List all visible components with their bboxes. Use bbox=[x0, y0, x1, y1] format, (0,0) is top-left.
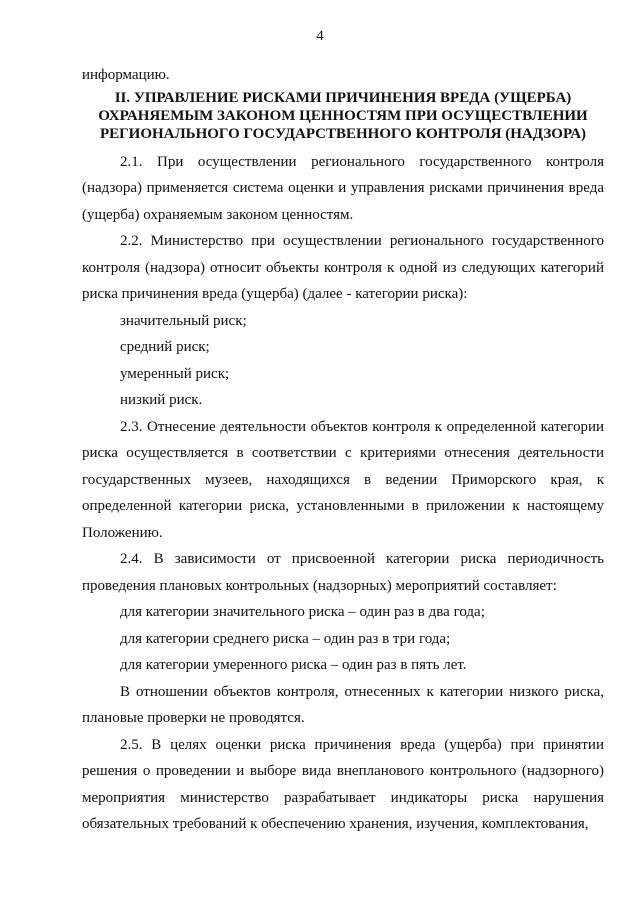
paragraph-2-1: 2.1. При осуществлении регионального государственного контроля (надзора) применяется система оценки и управления рисками причинения вреда (ущерба) охраняемым законом ценностям. bbox=[82, 153, 604, 223]
periodicity-item: для категории умеренного риска – один раз в пять лет. bbox=[120, 657, 467, 673]
risk-category-item: умеренный риск; bbox=[120, 365, 230, 382]
section-heading: II. УПРАВЛЕНИЕ РИСКАМИ ПРИЧИНЕНИЯ ВРЕДА (УЩЕРБА) ОХРАНЯЕМЫМ ЗАКОНОМ ЦЕННОСТЯМ ПРИ ОСУЩЕСТВЛЕНИИ РЕГИОНАЛЬНОГО ГОСУДАРСТВЕННОГО КОНТРОЛЯ (НАДЗОРА) bbox=[98, 89, 588, 142]
paragraph-2-5: 2.5. В целях оценки риска причинения вреда (ущерба) при принятии решения о проведении и выборе вида внепланового контрольного (надзорного) мероприятия министерство разрабатывает индикаторы риска нарушения обязательных требований к обеспечению хранения, изучения, комплектования, bbox=[82, 736, 604, 832]
document-body bbox=[82, 62, 604, 838]
periodicity-item: для категории значительного риска – один раз в два года; bbox=[120, 604, 485, 620]
paragraph-low-risk: В отношении объектов контроля, отнесенных к категории низкого риска, плановые проверки не проводятся. bbox=[82, 683, 604, 726]
risk-category-item: средний риск; bbox=[120, 339, 210, 355]
periodicity-item: для категории среднего риска – один раз в три года; bbox=[120, 630, 451, 647]
paragraph-2-4: 2.4. В зависимости от присвоенной категории риска периодичность проведения плановых контрольных (надзорных) мероприятий составляет: bbox=[82, 551, 604, 594]
risk-category-item: значительный риск; bbox=[120, 312, 247, 329]
continuation-text: информацию. bbox=[82, 67, 170, 83]
risk-category-item: низкий риск. bbox=[120, 392, 203, 408]
paragraph-2-3: 2.3. Отнесение деятельности объектов контроля к определенной категории риска осуществляется в соответствии с критериями отнесения деятельности государственных музеев, находящихся в ведении Приморского края, к определенной категории риска, установленными в приложении к настоящему Положению. bbox=[82, 418, 604, 541]
paragraph-2-2: 2.2. Министерство при осуществлении регионального государственного контроля (надзора) относит объекты контроля к одной из следующих категорий риска причинения вреда (ущерба) (далее - категории риска): bbox=[82, 233, 604, 302]
page-number: 4 bbox=[316, 28, 324, 44]
